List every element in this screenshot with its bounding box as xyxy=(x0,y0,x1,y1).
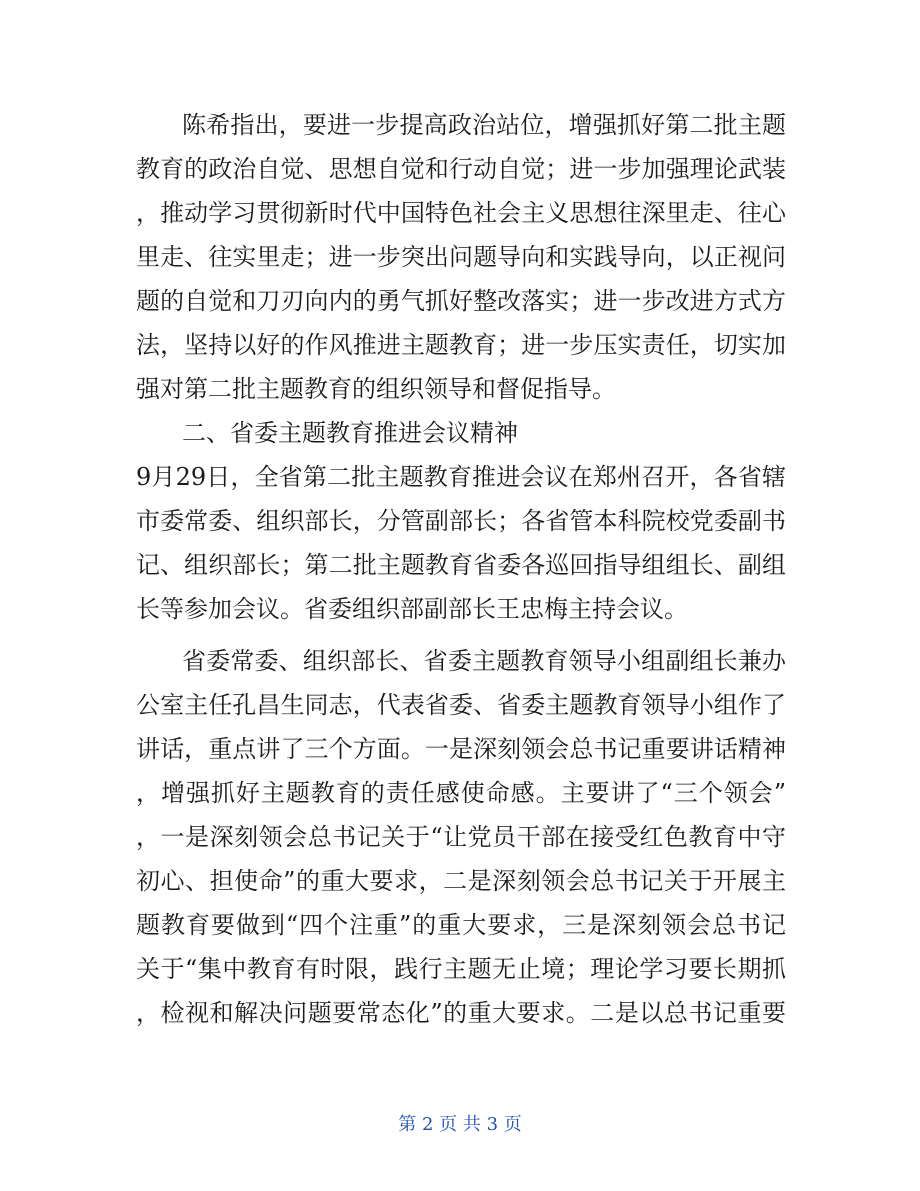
text-line: 题教育要做到“四个注重”的重大要求，三是深刻领会总书记 xyxy=(136,911,786,939)
page-footer: 第 2 页 共 3 页 xyxy=(398,1114,522,1135)
text-line: 初心、担使命”的重大要求，二是深刻领会总书记关于开展主 xyxy=(136,867,786,895)
text-line: 法，坚持以好的作风推进主题教育；进一步压实责任，切实加 xyxy=(136,331,786,359)
text-line: 讲话，重点讲了三个方面。一是深刻领会总书记重要讲话精神 xyxy=(136,735,786,763)
text-line: 9月29日，全省第二批主题教育推进会议在郑州召开，各省辖 xyxy=(136,463,786,491)
text-line: 陈希指出，要进一步提高政治站位，增强抓好第二批主题 xyxy=(182,111,786,139)
text-line: 公室主任孔昌生同志，代表省委、省委主题教育领导小组作了 xyxy=(136,691,786,719)
text-line: 市委常委、组织部长，分管副部长；各省管本科院校党委副书 xyxy=(136,507,786,535)
text-line: 强对第二批主题教育的组织领导和督促指导。 xyxy=(136,375,616,403)
text-line: ，检视和解决问题要常态化”的重大要求。二是以总书记重要 xyxy=(136,999,786,1027)
text-line: 长等参加会议。省委组织部副部长王忠梅主持会议。 xyxy=(136,595,688,623)
text-line: 题的自觉和刀刃向内的勇气抓好整改落实；进一步改进方式方 xyxy=(136,287,786,315)
text-line: ，推动学习贯彻新时代中国特色社会主义思想往深里走、往心 xyxy=(136,199,786,227)
text-line: ，增强抓好主题教育的责任感使命感。主要讲了“三个领会” xyxy=(136,779,786,807)
text-line: ，一是深刻领会总书记关于“让党员干部在接受红色教育中守 xyxy=(136,823,786,851)
text-line: 关于“集中教育有时限，践行主题无止境；理论学习要长期抓 xyxy=(136,955,786,983)
text-line: 里走、往实里走；进一步突出问题导向和实践导向，以正视问 xyxy=(136,243,786,271)
text-line: 记、组织部长；第二批主题教育省委各巡回指导组组长、副组 xyxy=(136,551,786,579)
text-line: 教育的政治自觉、思想自觉和行动自觉；进一步加强理论武装 xyxy=(136,155,786,183)
section-heading: 二、省委主题教育推进会议精神 xyxy=(182,419,518,447)
text-line: 省委常委、组织部长、省委主题教育领导小组副组长兼办 xyxy=(182,647,786,675)
